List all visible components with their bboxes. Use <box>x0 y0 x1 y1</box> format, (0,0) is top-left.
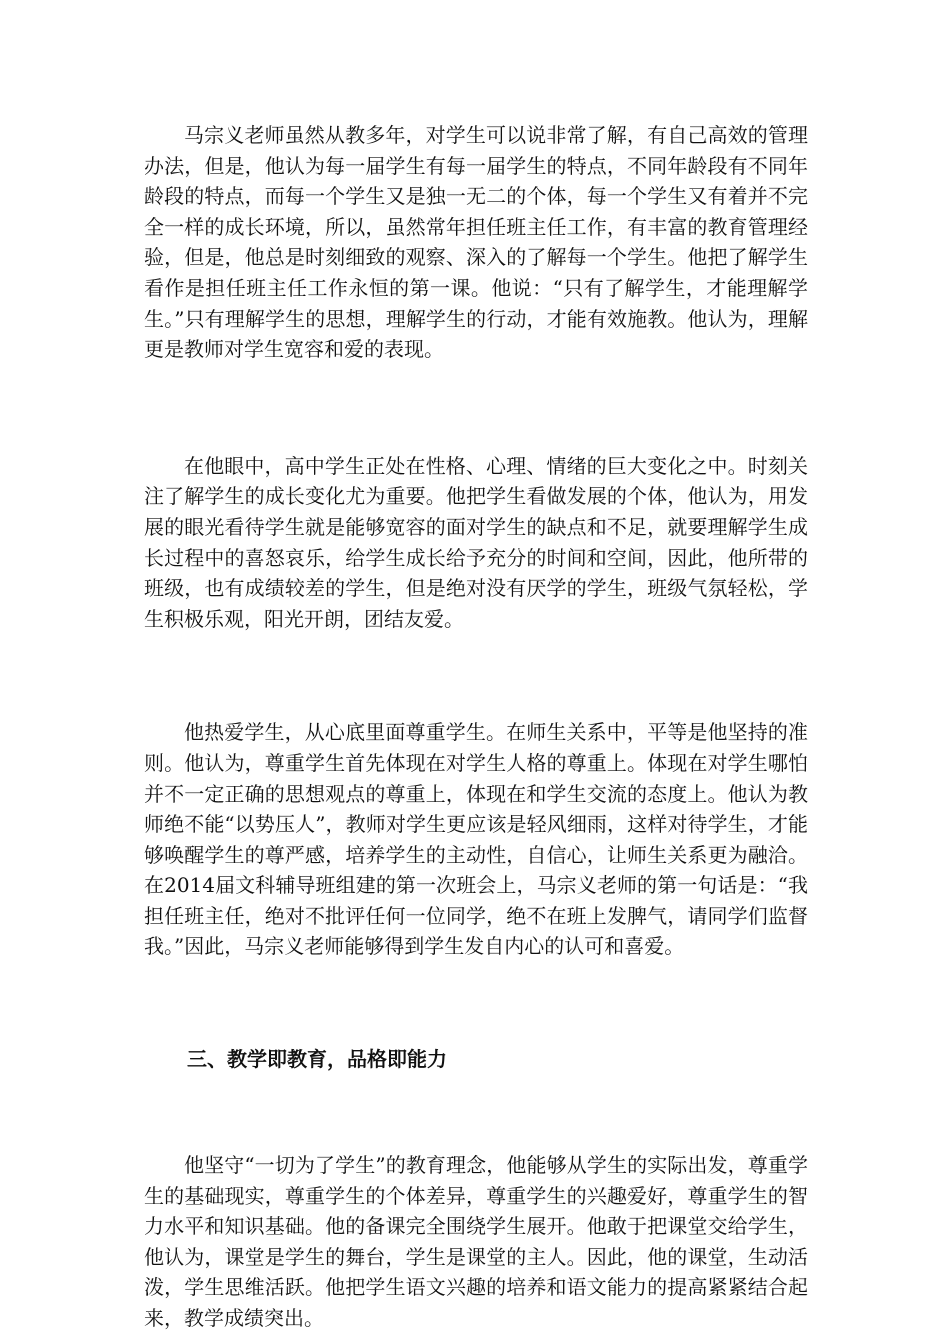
section-heading: 三、教学即教育，品格即能力 <box>187 1047 447 1072</box>
document-page <box>144 120 808 1334</box>
paragraph-developmental-view: 在他眼中，高中学生正处在性格、心理、情绪的巨大变化之中。时刻关注了解学生的成长变化尤为重要。他把学生看做发展的个体，他认为，用发展的眼光看待学生就是能够宽容的面对学生的缺点和不足，就要理解学生成长过程中的喜怒哀乐，给学生成长给予充分的时间和空间，因此，他所带的班级，也有成绩较差的学生，但是绝对没有厌学的学生，班级气氛轻松，学生积极乐观，阳光开朗，团结友爱。 <box>144 453 808 631</box>
paragraph-respect-students: 他热爱学生，从心底里面尊重学生。在师生关系中，平等是他坚持的准则。他认为，尊重学生首先体现在对学生人格的尊重上。体现在对学生哪怕并不一定正确的思想观点的尊重上，体现在和学生交流的态度上。他认为教师绝不能“以势压人”，教师对学生更应该是轻风细雨，这样对待学生，才能够唤醒学生的尊严感，培养学生的主动性，自信心，让师生关系更为融洽。在2014届文科辅导班组建的第一次班会上，马宗义老师的第一句话是：“我担任班主任，绝对不批评任何一位同学，绝不在班上发脾气，请同学们监督我。”因此，马宗义老师能够得到学生发自内心的认可和喜爱。 <box>144 720 808 959</box>
paragraph-teaching-philosophy: 他坚守“一切为了学生”的教育理念，他能够从学生的实际出发，尊重学生的基础现实，尊重学生的个体差异，尊重学生的兴趣爱好，尊重学生的智力水平和知识基础。他的备课完全围绕学生展开。他敢于把课堂交给学生，他认为，课堂是学生的舞台，学生是课堂的主人。因此，他的课堂，生动活泼，学生思维活跃。他把学生语文兴趣的培养和语文能力的提高紧紧结合起来，教学成绩突出。 <box>144 1153 808 1331</box>
paragraph-understanding-students: 马宗义老师虽然从教多年，对学生可以说非常了解，有自己高效的管理办法，但是，他认为每一届学生有每一届学生的特点，不同年龄段有不同年龄段的特点，而每一个学生又是独一无二的个体，每一个学生又有着并不完全一样的成长环境，所以，虽然常年担任班主任工作，有丰富的教育管理经验，但是，他总是时刻细致的观察、深入的了解每一个学生。他把了解学生看作是担任班主任工作永恒的第一课。他说：“只有了解学生，才能理解学生。”只有理解学生的思想，理解学生的行动，才能有效施教。他认为，理解更是教师对学生宽容和爱的表现。 <box>144 123 808 362</box>
